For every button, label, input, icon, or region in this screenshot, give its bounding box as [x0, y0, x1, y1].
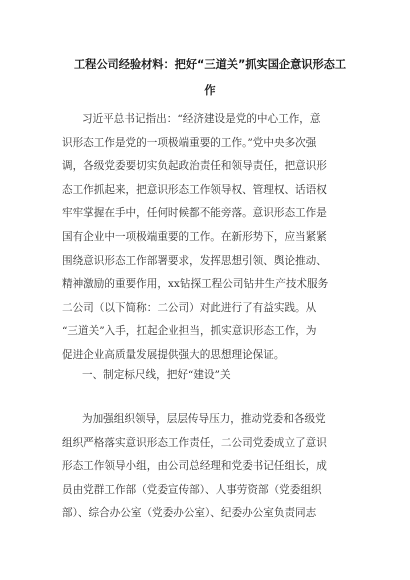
- title-line: 作: [204, 84, 216, 97]
- text-line: 国有企业中一项极端重要的工作。在新形势下，应当紧紧: [62, 230, 327, 243]
- text-line: 调，各级党委要切实负起政治责任和领导责任，把意识形: [62, 160, 327, 173]
- heading-text: 一、制定标尺线，把好“建设”关: [82, 369, 231, 381]
- text-line: 牢牢掌握在手中，任何时候都不能旁落。意识形态工作是: [62, 207, 327, 220]
- text-line: 促进企业高质量发展提供强大的思想理论保证。: [62, 348, 285, 361]
- text-line: 识形态工作是党的一项极端重要的工作。”党中央多次强: [62, 136, 317, 149]
- paragraph-section1: [62, 408, 352, 526]
- title-line: 工程公司经验材料：把好“三道关”抓实国企意识形态工: [73, 58, 347, 71]
- text-line: 为加强组织领导，层层传导压力，推动党委和各级党: [82, 413, 326, 425]
- text-line: 形态工作领导小组，由公司总经理和党委书记任组长，成: [62, 460, 327, 473]
- text-line: 二公司（以下简称：二公司）对此进行了有益实践。从: [62, 301, 317, 314]
- text-line: 围绕意识形态工作部署要求，发挥思想引领、舆论推动、: [62, 254, 327, 267]
- text-line: 态工作抓起来，把意识形态工作领导权、管理权、话语权: [62, 183, 327, 196]
- document-title: [70, 52, 350, 104]
- text-line: 精神激励的重要作用，xx钻探工程公司钻井生产技术服务: [62, 278, 329, 291]
- text-line: “三道关”入手，扛起企业担当，抓实意识形态工作，为: [62, 325, 317, 338]
- text-line: 习近平总书记指出：“经济建设是党的中心工作，意: [82, 113, 321, 125]
- section-heading: [62, 364, 352, 388]
- text-line: 部）、综合办公室（党委办公室）、纪委办公室负责同志: [62, 507, 317, 520]
- paragraph-intro: [62, 108, 352, 368]
- text-line: 组织严格落实意识形态工作责任，二公司党委成立了意识: [62, 436, 327, 449]
- text-line: 员由党群工作部（党委宣传部）、人事劳资部（党委组织: [62, 483, 322, 496]
